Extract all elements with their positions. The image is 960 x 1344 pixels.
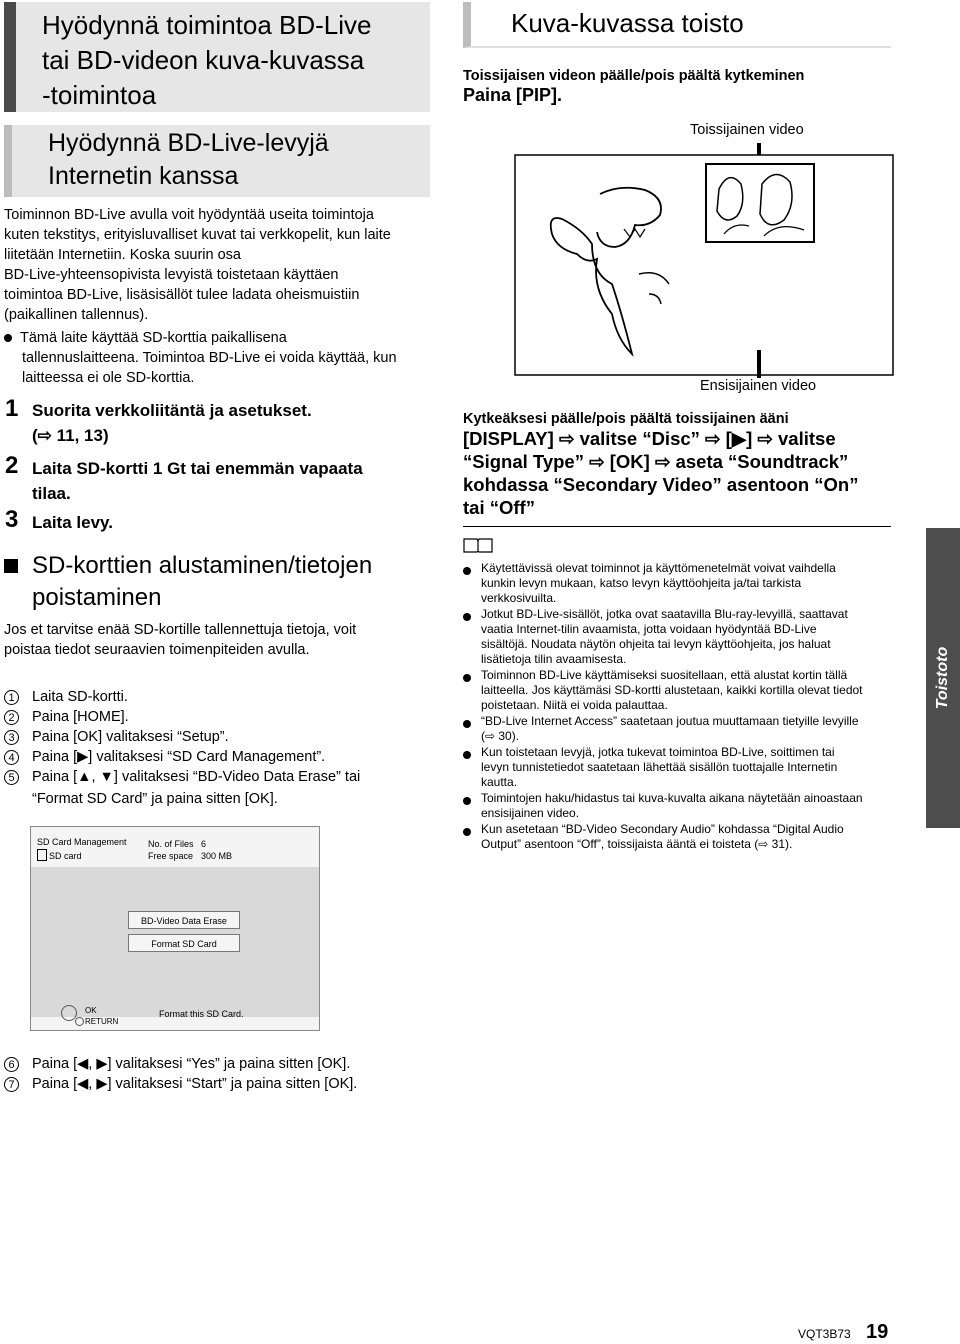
primary-pointer [757,350,761,378]
pip-illustration [514,154,894,377]
substep-5-continued: “Format SD Card” ja paina sitten [OK]. [32,791,278,807]
bullet-icon [4,334,12,342]
note-item: Toimintojen haku/hidastus tai kuva-kuvalta aikana näytetään ainoastaan ensisijainen video. [463,791,893,821]
section-heading: SD-korttien alustaminen/tietojen poistaminen [32,552,373,611]
substep-2: 2 Paina [HOME]. [4,707,19,727]
step-1: Suorita verkkoliitäntä ja asetukset. (⇨ 11, 13) [32,401,312,445]
section-intro: Jos et tarvitse enää SD-kortille tallennettuja tietoja, voit poistaa tiedot seuraavien toimenpiteiden avulla. [4,622,357,658]
step-2: Laita SD-kortti 1 Gt tai enemmän vapaata tilaa. [32,459,363,503]
tv-frame [515,155,893,375]
format-sd-card-button[interactable]: Format SD Card [128,934,240,952]
main-heading-box [4,2,430,112]
pip-heading-box [463,2,891,48]
note-item: Käytettävissä olevat toiminnot ja käyttömenetelmät voivat vaihdella kunkin levyn mukaan, katso levyn käyttöohjeita ja/tai tarkista verkkosivuilta. [463,561,893,606]
note-item: Jotkut BD-Live-sisällöt, jotka ovat saatavilla Blu-ray-levyillä, saattavat vaatia Internet-tilin avaamista, jotta voidaan hyödyntää BD-Live sisältöjä. Noudata näytön ohjeita tai levyn käyttöohjeita, jos haluat lisätietoja tilin avaamisesta. [463,607,893,667]
notes-list [463,561,893,853]
substep-3: 3 Paina [OK] valitaksesi “Setup”. [4,727,19,747]
note-item: Kun toistetaan levyjä, jotka tukevat toimintoa BD-Live, soittimen tai levyn tunnistetiedot saatetaan lähettää sisällön tuottajalle Internetin kautta. [463,745,893,790]
primary-video-label: Ensisijainen video [700,378,817,394]
side-tab [926,528,960,828]
step-3: Laita levy. [32,513,113,532]
intro-text: Toiminnon BD-Live avulla voit hyödyntää useita toimintoja kuten tekstitys, erityisluvalliset kuvat tai verkkopelit, kun laite liitetään Internetiin. Koska suurin osa BD-Live-yhteensopivista levyistä toistetaan käyttäen toimintoa BD-Live, lisäsisällöt tulee ladata oheismuistiin (paikallinen tallennus). Tämä laite käyttää SD-korttia paikallisena tallennuslaitteena. Toimintoa BD-Live ei voida käyttää, kun laitteessa ei ole SD-korttia. [4,207,397,386]
secondary-video-label: Toissijainen video [690,122,804,138]
pip-sub2: Kytkeäksesi päälle/pois päältä toissijainen ääni [463,411,789,427]
book-icon [463,537,493,553]
step-number-3: 3 [5,506,19,533]
free-label: Free space [148,851,194,861]
substep-5: 5 Paina [▲, ▼] valitaksesi “BD-Video Data Erase” tai [4,767,19,787]
pip-action: Paina [PIP]. [463,85,563,105]
note-item: Kun asetetaan “BD-Video Secondary Audio” kohdassa “Digital Audio Output” asentoon “Off”, toissijaista ääntä ei toisteta (⇨ 31). [463,822,893,852]
screen-menu-area [31,867,319,1017]
pip-sub2-instructions: [DISPLAY] ⇨ valitse “Disc” ⇨ [▶] ⇨ valitse “Signal Type” ⇨ [OK] ⇨ aseta “Soundtrack” kohdassa “Secondary Video” asentoon “On” tai “Off” [463,428,859,518]
substep-1: 1 Laita SD-kortti. [4,687,19,707]
sub-heading: Hyödynnä BD-Live-levyjä Internetin kanssa [48,129,329,190]
pip-heading: Kuva-kuvassa toisto [511,8,744,38]
page-number: 19 [866,1321,889,1343]
doc-code: VQT3B73 [798,1327,851,1341]
files-label: No. of Files [148,839,194,849]
sd-note: Tämä laite käyttää SD-korttia paikallisena tallennuslaitteena. Toimintoa BD-Live ei voida käyttää, kun laitteessa ei ole SD-korttia. [4,328,397,388]
section-square-icon [4,559,18,573]
free-value: 300 MB [201,851,233,861]
ok-label: OK [85,1006,97,1015]
return-label: RETURN [85,1017,119,1026]
return-circle-icon [75,1017,84,1026]
substep-7: 7 Paina [◀, ▶] valitaksesi “Start” ja paina sitten [OK]. [4,1074,19,1094]
files-value: 6 [201,839,207,849]
pip-sub1: Toissijaisen videon päälle/pois päältä kytkeminen [463,68,805,84]
sd-label: SD card [49,851,82,861]
step-number-2: 2 [5,452,19,479]
side-tab-label: Toistoto [934,646,951,710]
screen-title: SD Card Management [37,837,127,847]
sd-card-icon [37,849,47,861]
bd-video-data-erase-button[interactable]: BD-Video Data Erase [128,911,240,929]
substep-4: 4 Paina [▶] valitaksesi “SD Card Management”. [4,747,19,767]
pip-diagram-svg [514,154,894,377]
divider [463,526,891,527]
screen-hint: Format this SD Card. [159,1009,244,1019]
main-heading: Hyödynnä toimintoa BD-Live tai BD-videon kuva-kuvassa -toimintoa [42,10,372,110]
note-item: “BD-Live Internet Access” saatetaan joutua muuttamaan tietyille levyille (⇨ 30). [463,714,893,744]
step-number-1: 1 [5,395,19,422]
sd-card-management-screen [30,826,320,1031]
note-item: Toiminnon BD-Live käyttämiseksi suositellaan, että alustat kortin tällä laitteella. Jos käyttämäsi SD-kortti alustetaan, kaikki kortilla olevat tiedot poistetaan. Niitä ei voida palauttaa. [463,668,893,713]
sub-heading-box [4,125,430,197]
substep-6: 6 Paina [◀, ▶] valitaksesi “Yes” ja paina sitten [OK]. [4,1054,19,1074]
